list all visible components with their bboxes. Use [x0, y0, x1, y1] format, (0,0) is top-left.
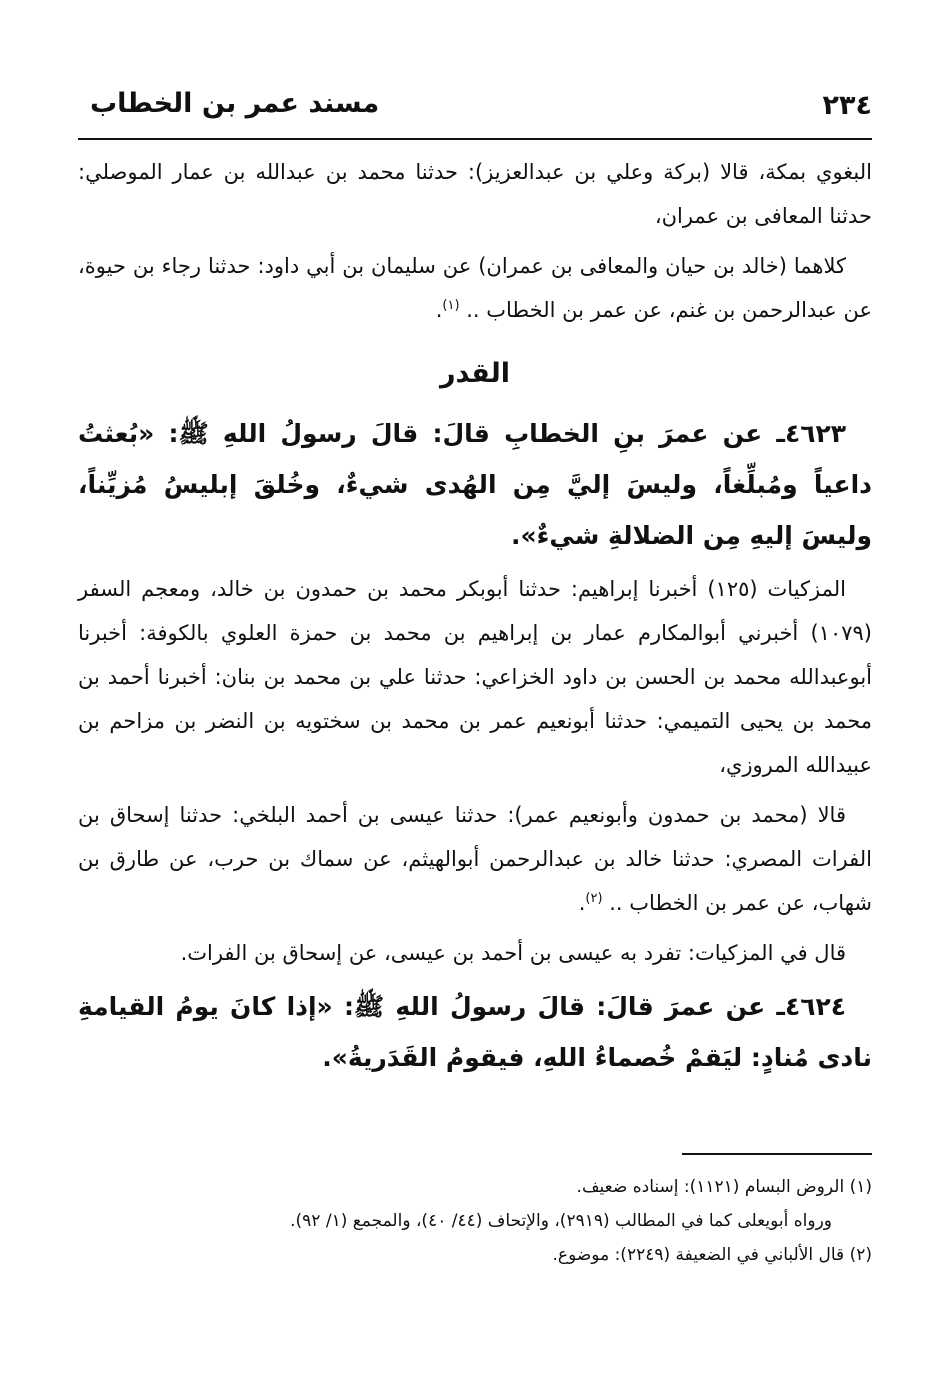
running-title: مسند عمر بن الخطاب [90, 88, 380, 119]
paragraph-isnad-2 [78, 244, 872, 332]
footnote-1-continued: ورواه أبويعلى كما في المطالب (٢٩١٩)، والإتحاف (٤٤/ ٤٠)، والمجمع (١/ ٩٢). [290, 1211, 832, 1231]
paragraph-isnad-2-end: . [435, 298, 443, 322]
footnote-rule [682, 1153, 872, 1155]
paragraph-isnad-1: البغوي بمكة، قالا (بركة وعلي بن عبدالعزيز): حدثنا محمد بن عبدالله بن عمار الموصلي: حدثنا المعافى بن عمران، [78, 160, 872, 228]
paragraph-sources: المزكيات (١٢٥) أخبرنا إبراهيم: حدثنا أبوبكر محمد بن حمدون بن خالد، ومعجم السفر (١٠٧٩) أخبرني أبوالمكارم عمار بن إبراهيم بن محمد بن حمزة العلوي بالكوفة: أخبرنا أبوعبدالله محمد بن الحسن بن داود الخزاعي: حدثنا علي بن محمد بن بنان: أخبرنا أحمد بن محمد بن يحيى التميمي: حدثنا أبونعيم عمر بن محمد بن سختويه بن النضر بن مزاحم بن عبيدالله المروزي، [78, 577, 872, 777]
header-rule [78, 138, 872, 140]
footnote-ref-2: (٢) [585, 891, 603, 906]
section-title: القدر [440, 358, 510, 389]
paragraph-isnad-3-end: . [578, 891, 586, 915]
hadith-4623: ٤٦٢٣ـ عن عمرَ بنِ الخطابِ قالَ: قالَ رسولُ اللهِ ﷺ: «بُعثتُ داعياً ومُبلِّغاً، وليسَ إليَّ مِن الهُدى شيءٌ، وخُلقَ إبليسُ مُزيِّناً، وليسَ إليهِ مِن الضلالةِ شيءٌ». [78, 419, 872, 550]
footnote-ref-1: (١) [442, 298, 460, 313]
paragraph-isnad-3-text: قالا (محمد بن حمدون وأبونعيم عمر): حدثنا عيسى بن أحمد البلخي: حدثنا إسحاق بن الفرات المصري: حدثنا خالد بن عبدالرحمن أبوالهيثم، عن سماك بن حرب، عن طارق بن شهاب، عن عمر بن الخطاب .. [78, 803, 872, 915]
paragraph-isnad-3 [78, 793, 872, 925]
page-number: ٢٣٤ [822, 90, 872, 121]
hadith-4624: ٤٦٢٤ـ عن عمرَ قالَ: قالَ رسولُ اللهِ ﷺ: «إذا كانَ يومُ القيامةِ نادى مُنادٍ: ليَقمْ خُصماءُ اللهِ، فيقومُ القَدَريةُ». [78, 992, 872, 1072]
paragraph-isnad-2-text: كلاهما (خالد بن حيان والمعافى بن عمران) عن سليمان بن أبي داود: حدثنا رجاء بن حيوة، عن عبدالرحمن بن غنم، عن عمر بن الخطاب .. [78, 254, 872, 322]
footnote-2: (٢) قال الألباني في الضعيفة (٢٢٤٩): موضوع. [552, 1245, 872, 1265]
paragraph-note: قال في المزكيات: تفرد به عيسى بن أحمد بن عيسى، عن إسحاق بن الفرات. [180, 941, 846, 965]
page-header [78, 86, 872, 136]
page-body [78, 150, 872, 1083]
footnotes [78, 1170, 872, 1272]
footnote-1: (١) الروض البسام (١١٢١): إسناده ضعيف. [576, 1177, 872, 1197]
